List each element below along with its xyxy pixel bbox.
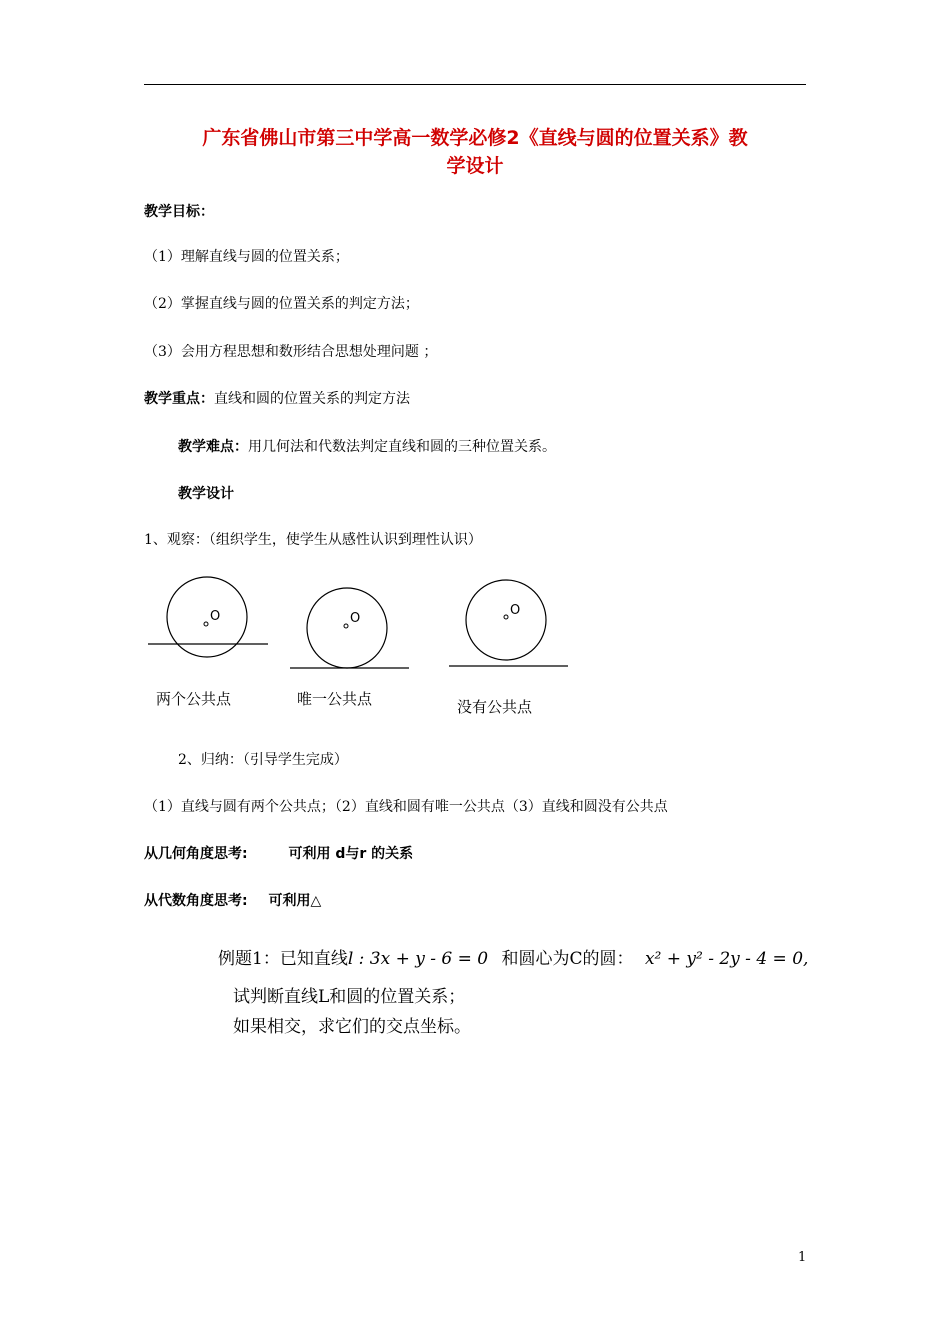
example-question-2: 如果相交，求它们的交点坐标。 [233, 1017, 471, 1037]
difficulty-label: 教学难点： [178, 439, 248, 455]
center-dot-2 [344, 624, 348, 628]
page-number: 1 [798, 1250, 807, 1265]
center-label-2: O [350, 611, 361, 626]
title-line-2: 学设计 [446, 155, 504, 177]
caption-one-point: 唯一公共点 [297, 690, 373, 708]
algebra-text: 可利用△ [268, 893, 322, 909]
example-mid: 和圆心为C的圆： [501, 949, 634, 969]
circle-intersecting [167, 577, 247, 657]
title-line-1: 广东省佛山市第三中学高一数学必修2《直线与圆的位置关系》教 [202, 127, 748, 149]
geometry-line [144, 844, 413, 864]
caption-two-points: 两个公共点 [156, 690, 232, 708]
algebra-line [144, 891, 321, 911]
observe-text: 1、观察：（组织学生，使学生从感性认识到理性认识） [144, 532, 482, 548]
figure-tangent [290, 588, 409, 668]
example-line-equation: l : 3x + y - 6 = 0 [347, 949, 489, 969]
design-heading: 教学设计 [178, 486, 234, 502]
center-dot-3 [504, 615, 508, 619]
geometry-label: 从几何角度思考: [144, 846, 248, 862]
page-title [144, 124, 806, 180]
difficulty-text: 用几何法和代数法判定直线和圆的三种位置关系。 [248, 439, 556, 455]
cases-text: （1）直线与圆有两个公共点；（2）直线和圆有唯一公共点（3）直线和圆没有公共点 [144, 799, 668, 815]
key-point-label: 教学重点： [144, 391, 214, 407]
difficulty [178, 437, 556, 457]
example-prefix: 例题1：已知直线 [218, 949, 348, 969]
key-point-text: 直线和圆的位置关系的判定方法 [214, 391, 410, 407]
objective-2: （2）掌握直线与圆的位置关系的判定方法； [144, 296, 419, 312]
algebra-label: 从代数角度思考: [144, 893, 248, 909]
figure-separate [449, 580, 568, 666]
example-question-1: 试判断直线L和圆的位置关系； [233, 987, 466, 1007]
example-circle-equation: x² + y² - 2y - 4 = 0, [644, 949, 809, 969]
key-point [144, 389, 410, 409]
objective-3: （3）会用方程思想和数形结合思想处理问题 ； [144, 344, 438, 360]
caption-no-point: 没有公共点 [457, 698, 533, 716]
circle-separate [466, 580, 546, 660]
center-label-3: O [510, 603, 521, 618]
geometry-text: 可利用 d与r 的关系 [288, 846, 414, 862]
figure-intersecting [148, 577, 268, 657]
center-dot-1 [204, 622, 208, 626]
objective-1: （1）理解直线与圆的位置关系； [144, 249, 349, 265]
position-figure [140, 572, 580, 682]
header-rule [144, 84, 806, 85]
example-line-1 [218, 946, 808, 972]
objectives-heading: 教学目标： [144, 204, 214, 220]
center-label-1: O [210, 609, 221, 624]
induce-text: 2、归纳：（引导学生完成） [178, 752, 348, 768]
